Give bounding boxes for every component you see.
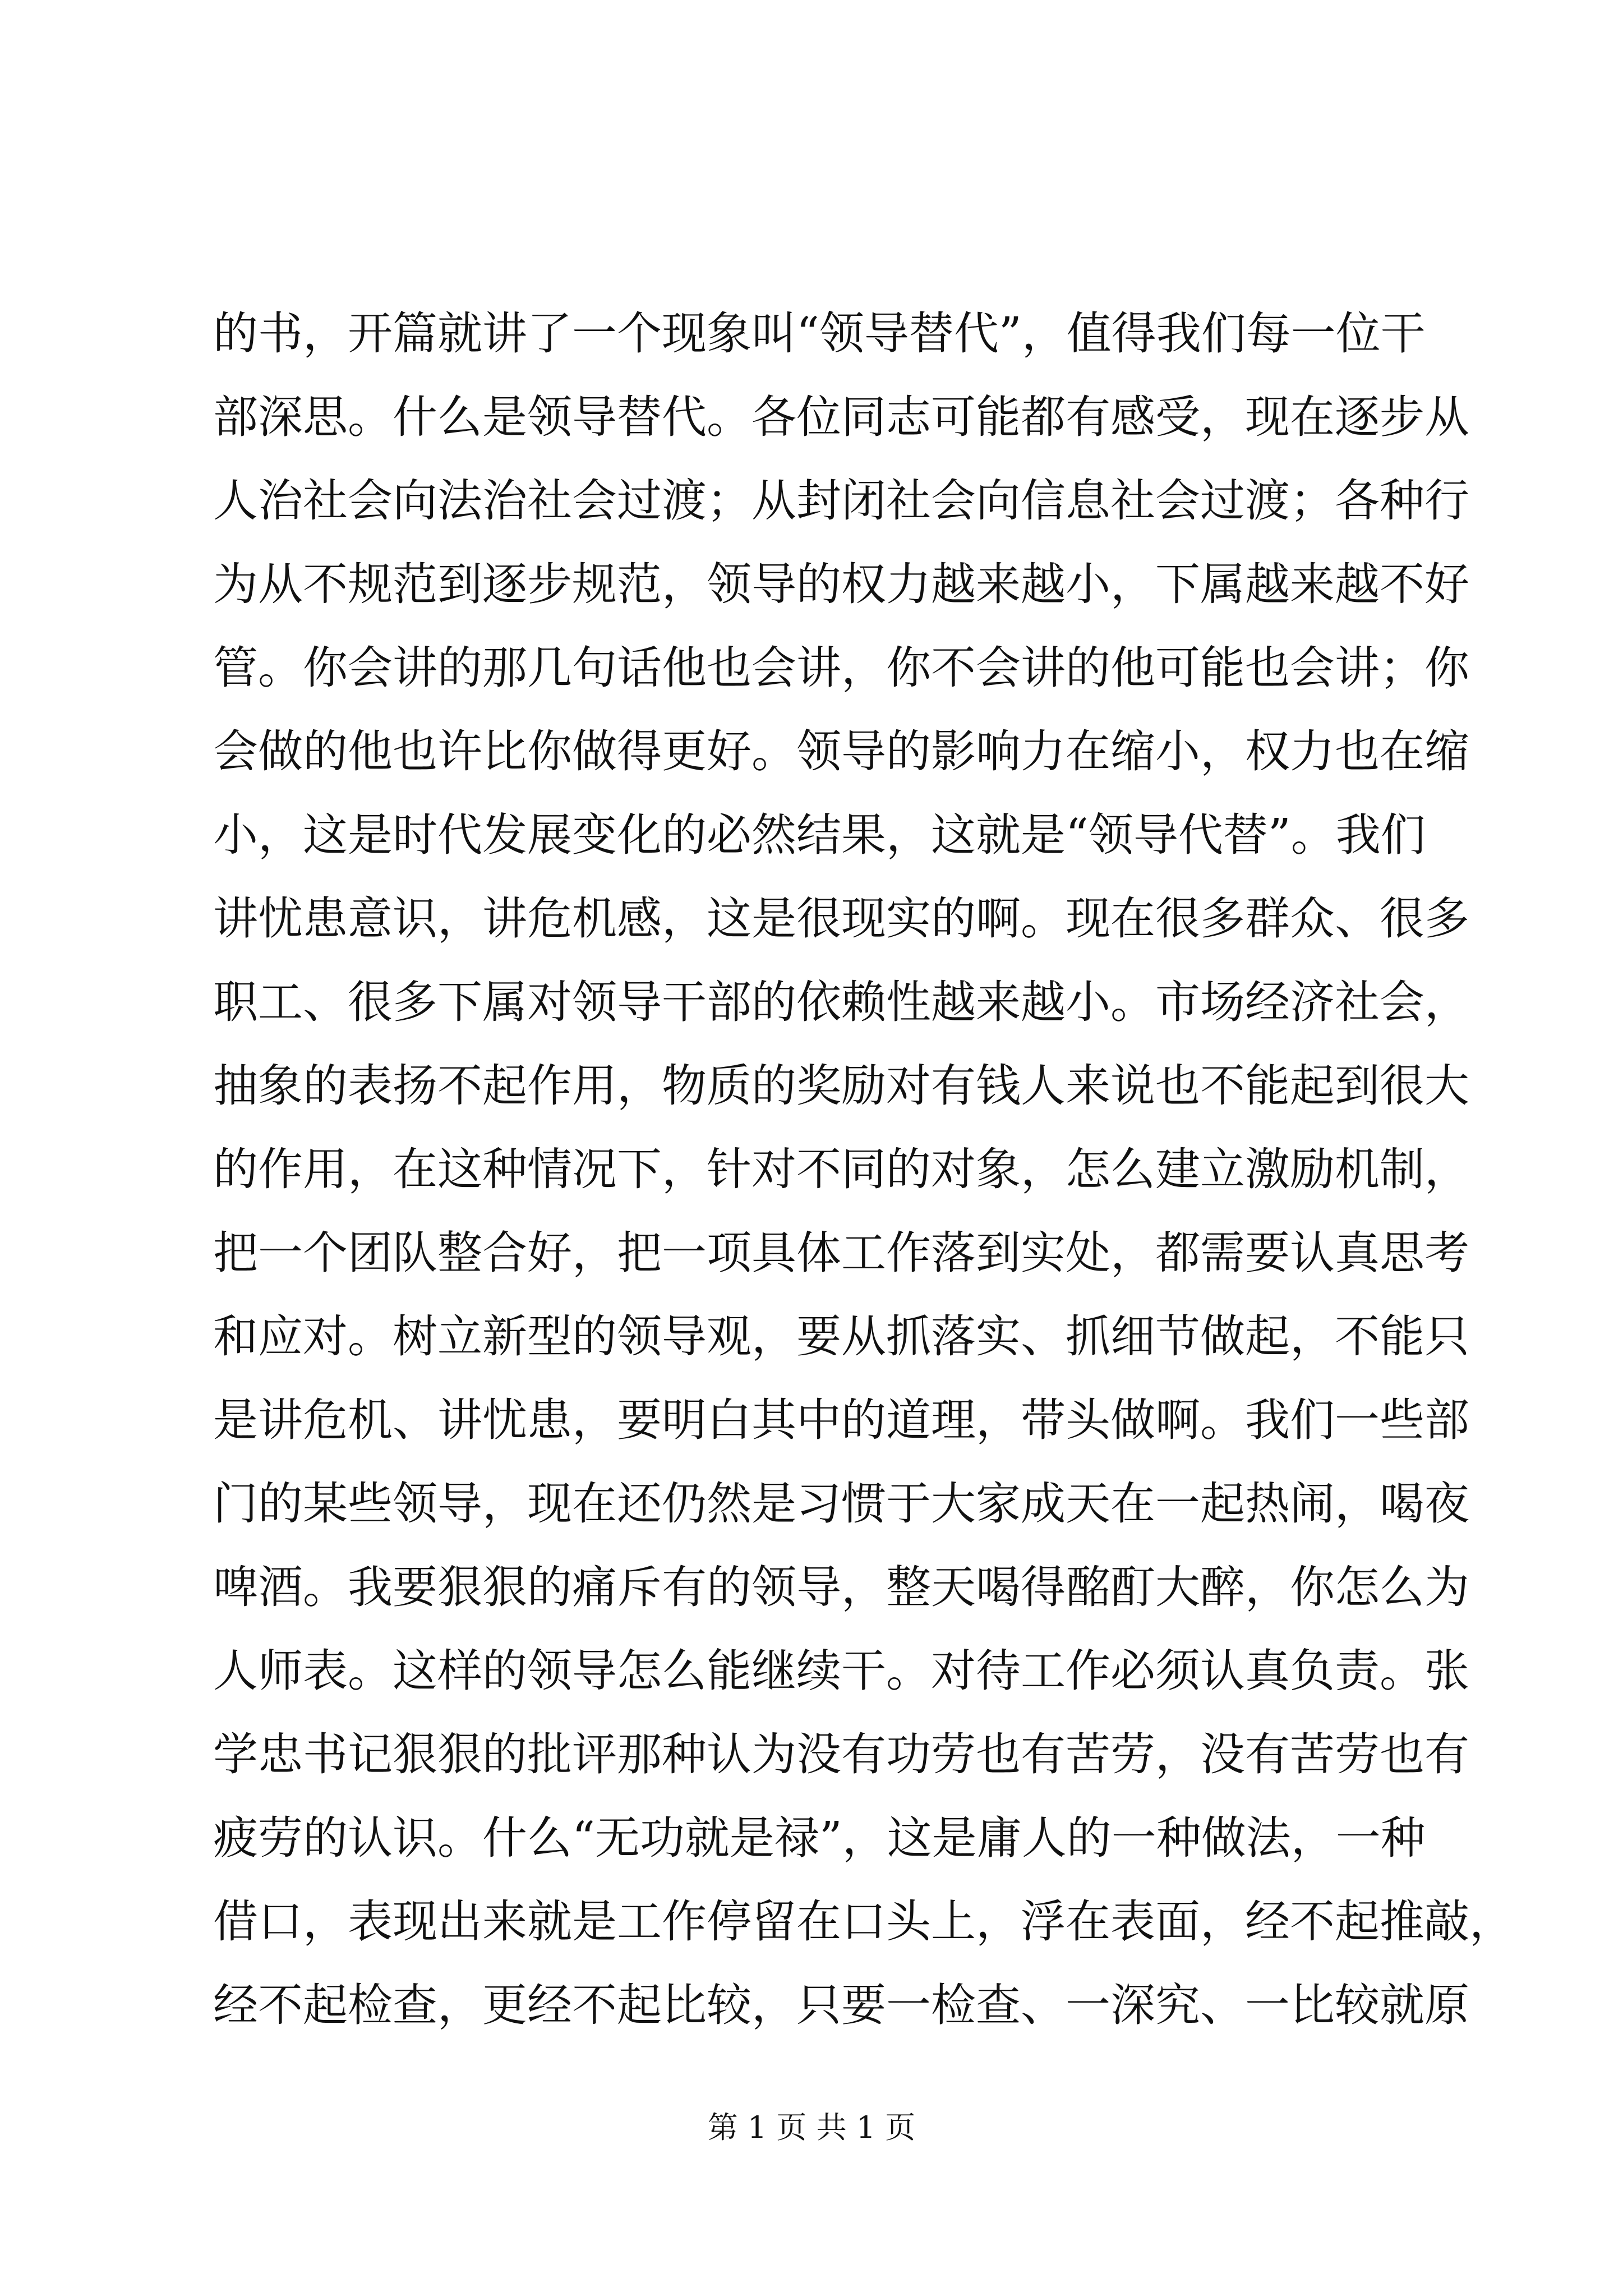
text-line: 把一个团队整合好，把一项具体工作落到实处，都需要认真思考 [213, 1227, 1469, 1279]
text-line: 人师表。这样的领导怎么能继续干。对待工作必须认真负责。张 [213, 1645, 1469, 1697]
text-line: 的作用，在这种情况下，针对不同的对象，怎么建立激励机制， [213, 1143, 1469, 1195]
page-number-footer: 第 1 页 共 1 页 [707, 2110, 916, 2145]
text-line: 是讲危机、讲忧患，要明白其中的道理，带头做啊。我们一些部 [213, 1394, 1469, 1446]
text-line: 讲忧患意识，讲危机感，这是很现实的啊。现在很多群众、很多 [213, 892, 1469, 945]
text-line: 学忠书记狠狠的批评那种认为没有功劳也有苦劳，没有苦劳也有 [213, 1728, 1469, 1780]
text-line: 疲劳的认识。什么“无功就是禄”，这是庸人的一种做法，一种 [213, 1812, 1426, 1864]
text-line: 管。你会讲的那几句话他也会讲，你不会讲的他可能也会讲；你 [213, 642, 1469, 694]
text-line: 借口，表现出来就是工作停留在口头上，浮在表面，经不起推敲， [213, 1895, 1514, 1948]
text-line: 人治社会向法治社会过渡；从封闭社会向信息社会过渡；各种行 [213, 475, 1469, 527]
text-line: 和应对。树立新型的领导观，要从抓落实、抓细节做起，不能只 [213, 1310, 1469, 1363]
text-line: 部深思。什么是领导替代。各位同志可能都有感受，现在逐步从 [213, 391, 1469, 443]
text-line: 抽象的表扬不起作用，物质的奖励对有钱人来说也不能起到很大 [213, 1060, 1469, 1112]
text-line: 门的某些领导，现在还仍然是习惯于大家成天在一起热闹，喝夜 [213, 1478, 1469, 1530]
text-line: 经不起检查，更经不起比较，只要一检查、一深究、一比较就原 [213, 1979, 1469, 2031]
text-line: 为从不规范到逐步规范，领导的权力越来越小，下属越来越不好 [213, 558, 1469, 610]
text-line: 啤酒。我要狠狠的痛斥有的领导，整天喝得酩酊大醉，你怎么为 [213, 1561, 1469, 1613]
text-line: 职工、很多下属对领导干部的依赖性越来越小。市场经济社会， [213, 976, 1469, 1028]
text-line: 小，这是时代发展变化的必然结果，这就是“领导代替”。我们 [213, 809, 1426, 861]
text-line: 的书，开篇就讲了一个现象叫“领导替代”，值得我们每一位干 [213, 307, 1426, 360]
body-text [213, 292, 1514, 2047]
text-line: 会做的他也许比你做得更好。领导的影响力在缩小，权力也在缩 [213, 725, 1469, 777]
